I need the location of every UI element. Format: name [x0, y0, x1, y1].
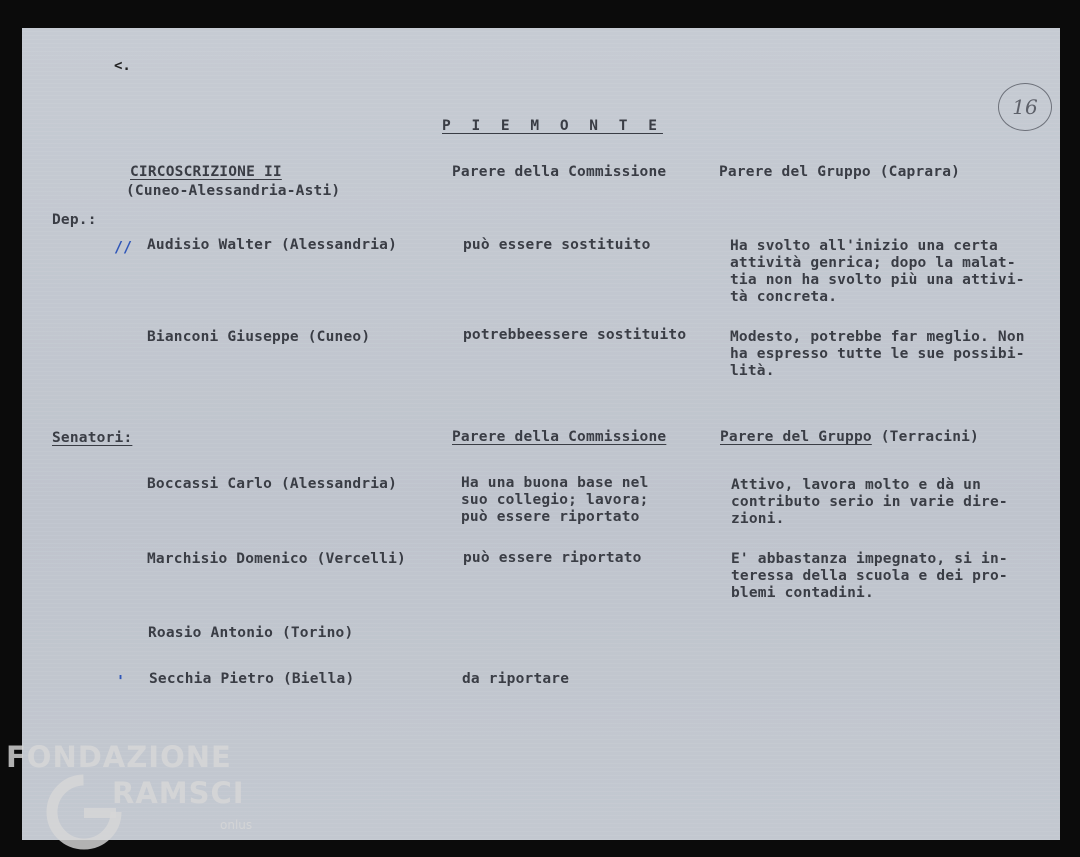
senator-commission-opinion: Ha una buona base nel suo collegio; lavora; può essere riportato — [461, 475, 649, 525]
page-number-circle — [998, 83, 1052, 131]
sen-header-commission: Parere della Commissione — [452, 429, 667, 445]
senator-commission-opinion: può essere riportato — [463, 550, 642, 566]
senator-group-opinion: Attivo, lavora molto e dà un contributo serio in varie dire- zioni. — [731, 477, 1008, 527]
deputies-label: Dep.: — [52, 212, 97, 228]
deputy-commission-opinion: potrebbeessere sostituito — [463, 327, 687, 343]
senator-group-opinion: E' abbastanza impegnato, si in- teressa della scuola e dei pro- blemi contadini. — [731, 551, 1008, 601]
senator-name: Marchisio Domenico (Vercelli) — [147, 551, 406, 567]
margin-mark: ' — [116, 672, 126, 690]
watermark-line2: RAMSCI — [112, 776, 245, 810]
senators-label: Senatori: — [52, 430, 133, 446]
deputy-name: Bianconi Giuseppe (Cuneo) — [147, 329, 371, 345]
deputy-name: Audisio Walter (Alessandria) — [147, 237, 398, 253]
deputy-group-opinion: Ha svolto all'inizio una certa attività genrica; dopo la malat- tia non ha svolto più una attivi- tà concreta. — [730, 238, 1025, 305]
page-number: 16 — [1012, 95, 1038, 119]
document-sheet — [22, 28, 1060, 840]
stub-mark: <. — [114, 58, 131, 74]
senator-name: Secchia Pietro (Biella) — [149, 671, 355, 687]
senator-name: Roasio Antonio (Torino) — [148, 625, 354, 641]
senator-name: Boccassi Carlo (Alessandria) — [147, 476, 398, 492]
document-title: P I E M O N T E — [442, 118, 663, 134]
deputy-commission-opinion: può essere sostituito — [463, 237, 651, 253]
watermark-line1: FONDAZIONE — [6, 740, 232, 774]
sen-header-group: Parere del Gruppo (Terracini) — [720, 429, 979, 445]
watermark-line3: onlus — [220, 818, 253, 832]
senator-commission-opinion: da riportare — [462, 671, 570, 687]
dep-header-group: Parere del Gruppo (Caprara) — [719, 164, 961, 180]
margin-mark: // — [114, 238, 133, 256]
deputy-group-opinion: Modesto, potrebbe far meglio. Non ha espresso tutte le sue possibi- lità. — [730, 329, 1025, 379]
dep-header-commission: Parere della Commissione — [452, 164, 667, 180]
district-provinces: (Cuneo-Alessandria-Asti) — [126, 183, 341, 199]
district-name: CIRCOSCRIZIONE II — [130, 164, 282, 180]
